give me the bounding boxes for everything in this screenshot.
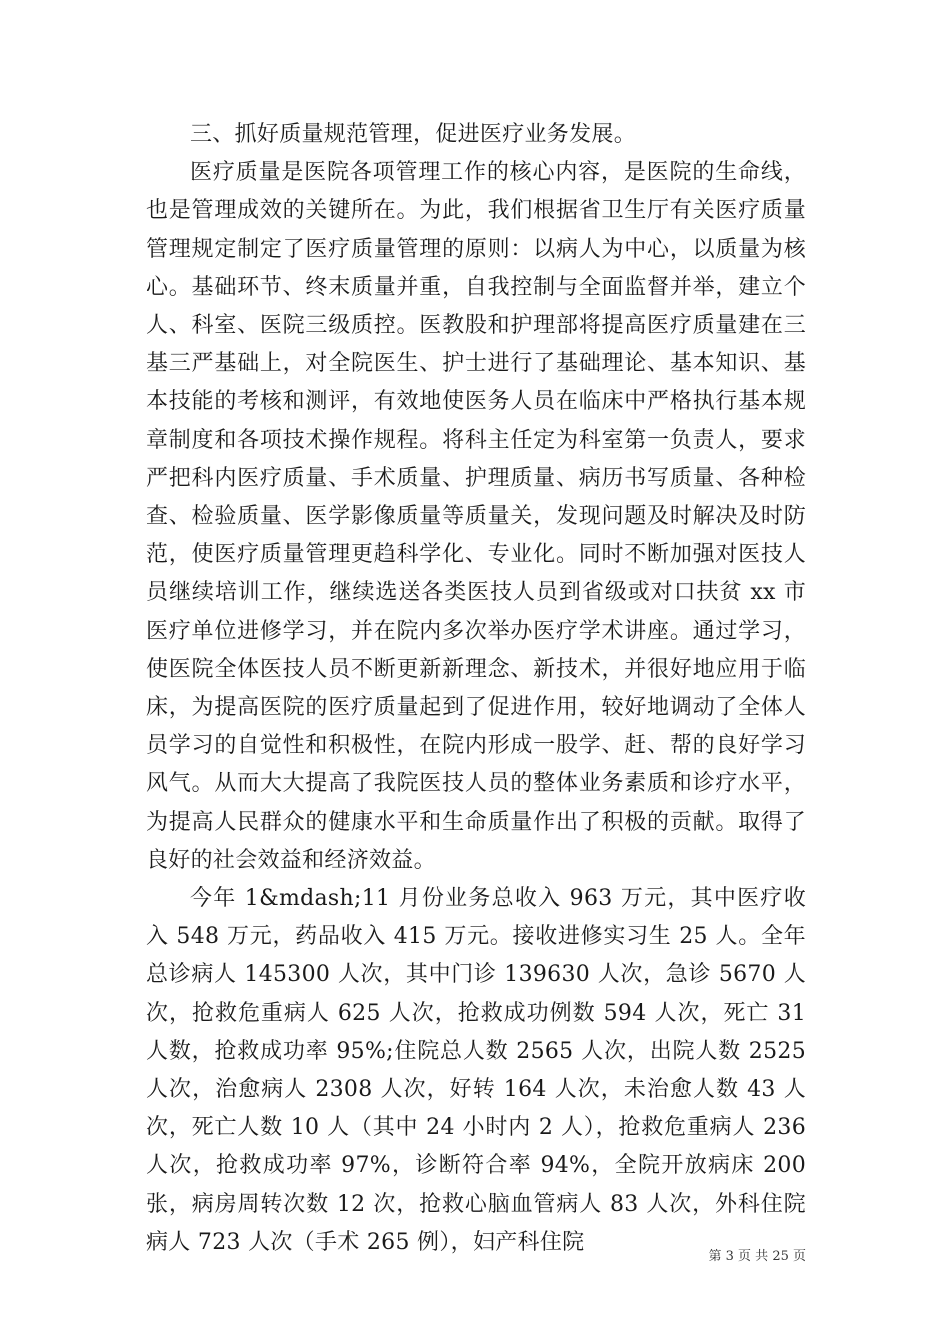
section-heading: 三、抓好质量规范管理，促进医疗业务发展。 (190, 122, 637, 147)
paragraph-statistics: 今年 1&mdash;11 月份业务总收入 963 万元，其中医疗收入 548 万元，药品收入 415 万元。接收进修实习生 25 人。全年总诊病人 145300 人次，其中门诊 139630 人次，急诊 5670 人次，抢救危重病人 625 人次，抢救成功例数 594 人次，死亡 31 人数，抢救成功率 95%;住院总人数 2565 人次，出院人数 2525 人次，治愈病人 2308 人次，好转 164 人次，未治愈人数 43 人次，死亡人数 10 人（其中 24 小时内 2 人），抢救危重病人 236 人次，抢救成功率 97%，诊断符合率 94%，全院开放病床 200 张，病房周转次数 12 次，抢救心脑血管病人 83 人次，外科住院病人 723 人次（手术 265 例），妇产科住院 (146, 886, 806, 1255)
document-body (146, 116, 806, 1262)
paragraph-quality-management: 医疗质量是医院各项管理工作的核心内容，是医院的生命线，也是管理成效的关键所在。为此，我们根据省卫生厅有关医疗质量管理规定制定了医疗质量管理的原则：以病人为中心，以质量为核心。基础环节、终末质量并重，自我控制与全面监督并举，建立个人、科室、医院三级质控。医教股和护理部将提高医疗质量建在三基三严基础上，对全院医生、护士进行了基础理论、基本知识、基本技能的考核和测评，有效地使医务人员在临床中严格执行基本规章制度和各项技术操作规程。将科主任定为科室第一负责人，要求严把科内医疗质量、手术质量、护理质量、病历书写质量、各种检查、检验质量、医学影像质量等质量关，发现问题及时解决及时防范，使医疗质量管理更趋科学化、专业化。同时不断加强对医技人员继续培训工作，继续选送各类医技人员到省级或对口扶贫 xx 市医疗单位进修学习，并在院内多次举办医疗学术讲座。通过学习，使医院全体医技人员不断更新新理念、新技术，并很好地应用于临床，为提高医院的医疗质量起到了促进作用，较好地调动了全体人员学习的自觉性和积极性，在院内形成一股学、赶、帮的良好学习风气。从而大大提高了我院医技人员的整体业务素质和诊疗水平，为提高人民群众的健康水平和生命质量作出了积极的贡献。取得了良好的社会效益和经济效益。 (146, 160, 806, 873)
page-number: 第 3 页 共 25 页 (708, 1249, 806, 1264)
